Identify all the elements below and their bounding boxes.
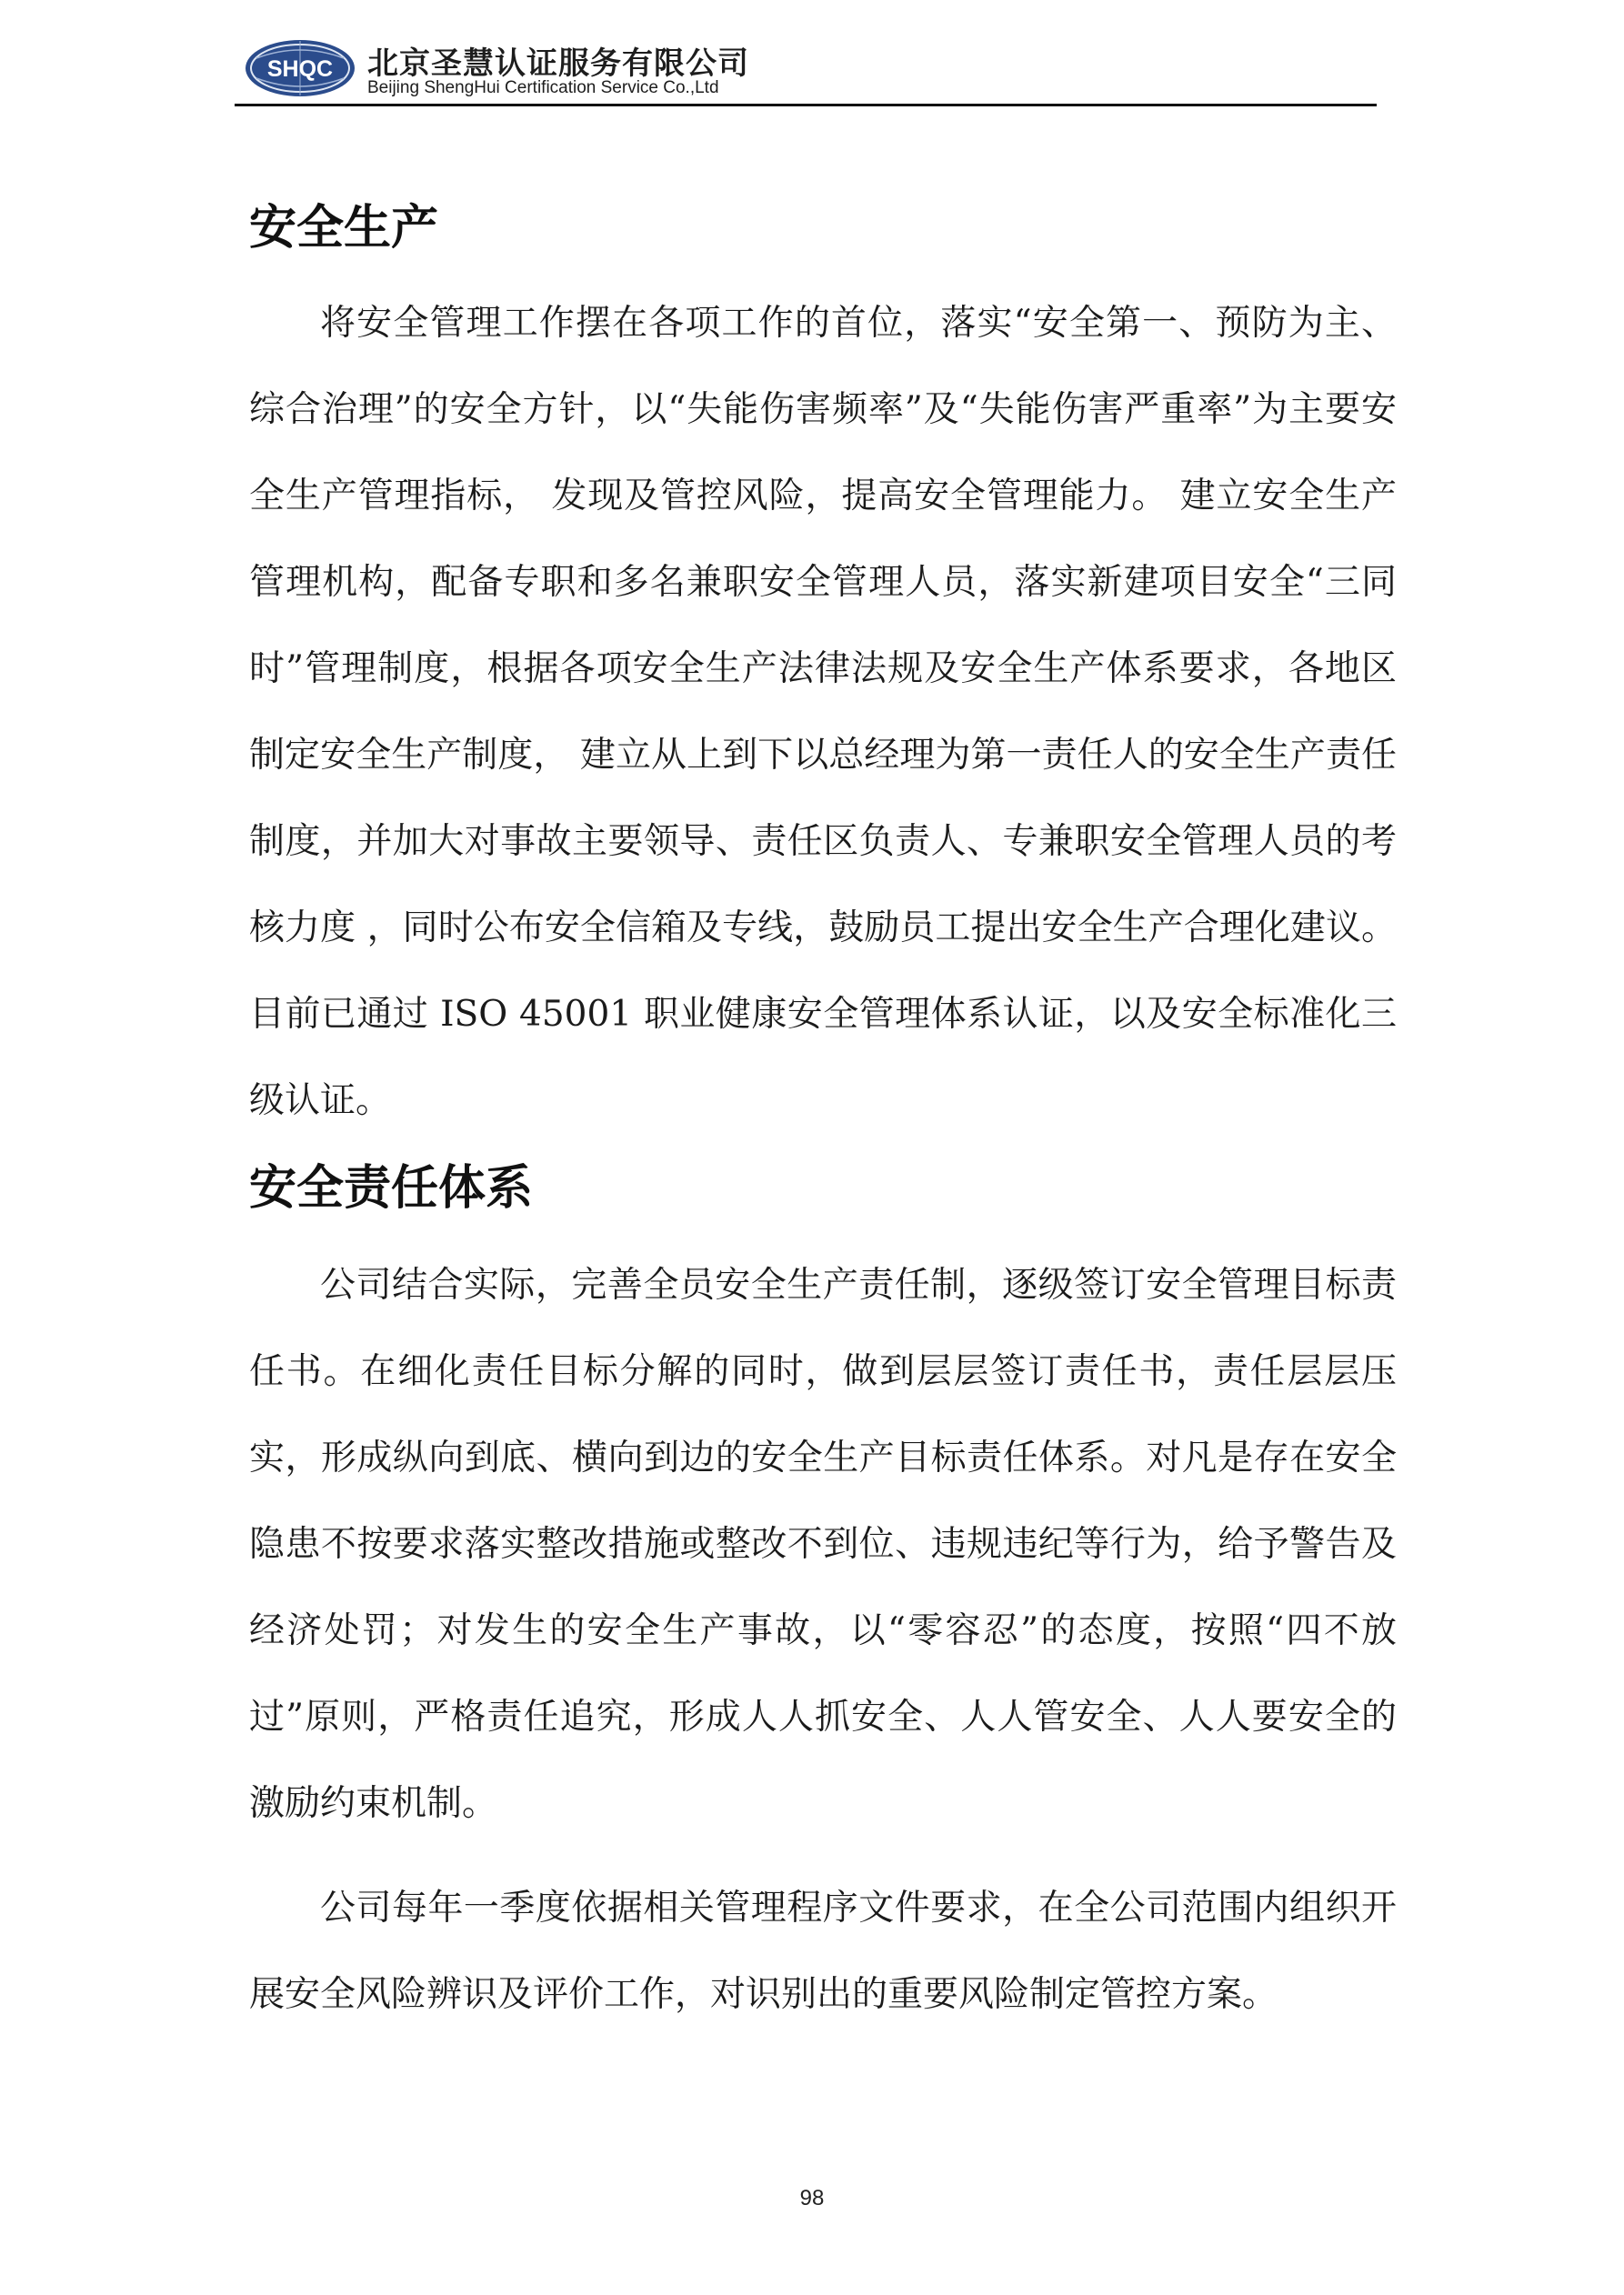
- company-name-cn: 北京圣慧认证服务有限公司: [367, 45, 749, 82]
- logo-text: SHQC: [266, 56, 334, 82]
- header-divider: [235, 104, 1377, 106]
- company-name-en: Beijing ShengHui Certification Service Co.,Ltd: [367, 78, 719, 97]
- section-title-safety-production: 安全生产: [249, 201, 439, 256]
- paragraph-risk-assessment: 公司每年一季度依据相关管理程序文件要求，在全公司范围内组织开展安全风险辨识及评价工作，对识别出的重要风险制定管控方案。: [249, 1888, 1397, 2015]
- page-number: 98: [799, 2186, 825, 2210]
- shqc-logo: [244, 38, 356, 98]
- paragraph-responsibility-system: 公司结合实际，完善全员安全生产责任制，逐级签订安全管理目标责任书。在细化责任目标分解的同时，做到层层签订责任书，责任层层压实，形成纵向到底、横向到边的安全生产目标责任体系。对凡是存在安全隐患不按要求落实整改措施或整改不到位、违规违纪等行为，给予警告及经济处罚；对发生的安全生产事故，以“零容忍”的态度，按照“四不放过”原则，严格责任追究，形成人人抓安全、人人管安全、人人要安全的激励约束机制。: [249, 1265, 1397, 1824]
- paragraph-safety-production: 将安全管理工作摆在各项工作的首位，落实“安全第一、预防为主、综合治理”的安全方针，以“失能伤害频率”及“失能伤害严重率”为主要安全生产管理指标， 发现及管控风险，提高安全管理能力。 建立安全生产管理机构，配备专职和多名兼职安全管理人员，落实新建项目安全“三同时”管理制度，根据各项安全生产法律法规及安全生产体系要求，各地区制定安全生产制度， 建立从上到下以总经理为第一责任人的安全生产责任制度，并加大对事故主要领导、责任区负责人、专兼职安全管理人员的考核力度 ，同时公布安全信箱及专线，鼓励员工提出安全生产合理化建议。目前已通过 ISO 45001 职业健康安全管理体系认证，以及安全标准化三级认证。: [249, 303, 1397, 1121]
- page-content: [249, 196, 1397, 2038]
- section-title-safety-responsibility: 安全责任体系: [249, 1161, 534, 1216]
- page-header: [235, 33, 1377, 107]
